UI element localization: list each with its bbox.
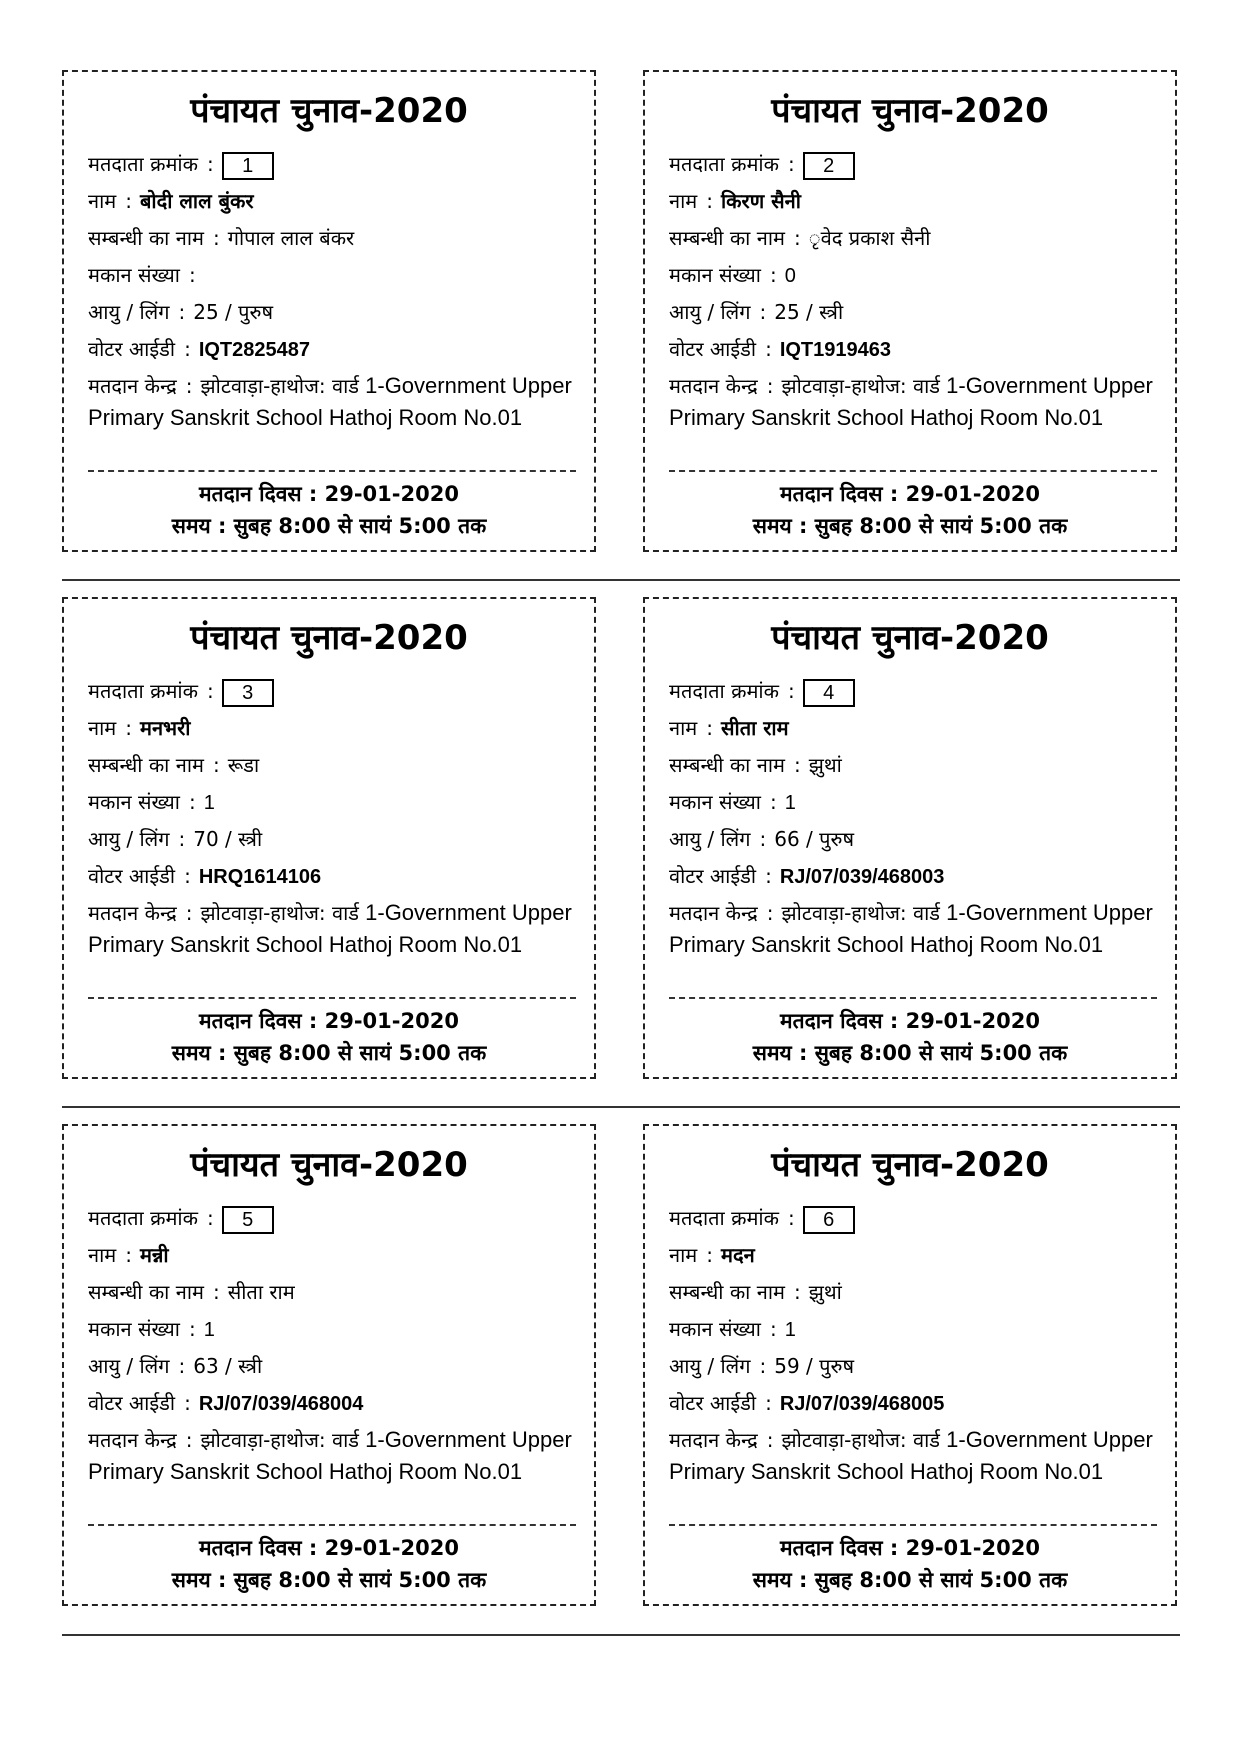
footer-divider [669,1524,1157,1526]
relative-name: गोपाल लाल बंकर [227,226,355,250]
serial-number: 3 [222,679,274,707]
relative-name: झुथां [808,1280,842,1304]
slip-title: पंचायत चुनाव-2020 [771,91,1049,131]
relative-name: ृवेद प्रकाश सैनी [808,226,931,250]
voter-name: मनभरी [140,716,191,740]
voter-slip [643,597,1177,1079]
house-number: 0 [784,265,796,287]
polling-centre: मतदान केन्द्र : झोटवाड़ा-हाथोज: वार्ड 1-Government Upper Primary Sanskrit School Hathoj Room No.01 [669,900,1153,957]
relative-row: सम्बन्धी का नाम : रूडा [88,753,260,777]
poll-date: मतदान दिवस : 29-01-2020 [780,482,1040,506]
row-divider-3 [62,1634,1180,1636]
house-number: 1 [784,792,796,814]
house-row: मकान संख्या : 0 [669,263,796,287]
relative-row: सम्बन्धी का नाम : ृवेद प्रकाश सैनी [669,226,931,250]
voter-id: IQT1919463 [779,339,892,361]
poll-time: समय : सुबह 8:00 से सायं 5:00 तक [171,1041,487,1065]
relative-row: सम्बन्धी का नाम : सीता राम [88,1280,295,1304]
poll-date: मतदान दिवस : 29-01-2020 [199,482,459,506]
age-gender: 25 / पुरुष [193,300,274,324]
serial-row: मतदाता क्रमांक : 1 [88,150,274,180]
age-gender-row: आयु / लिंग : 70 / स्त्री [88,827,263,851]
serial-number: 2 [803,152,855,180]
footer-divider [88,1524,576,1526]
serial-number: 6 [803,1206,855,1234]
poll-date: मतदान दिवस : 29-01-2020 [780,1536,1040,1560]
poll-date: मतदान दिवस : 29-01-2020 [199,1536,459,1560]
age-gender-row: आयु / लिंग : 59 / पुरुष [669,1354,855,1378]
name-row: नाम : मन्नी [88,1243,169,1267]
house-number: 1 [784,1319,796,1341]
relative-name: झुथां [808,753,842,777]
footer-divider [88,470,576,472]
polling-centre: मतदान केन्द्र : झोटवाड़ा-हाथोज: वार्ड 1-Government Upper Primary Sanskrit School Hathoj Room No.01 [669,373,1153,430]
polling-centre: मतदान केन्द्र : झोटवाड़ा-हाथोज: वार्ड 1-Government Upper Primary Sanskrit School Hathoj Room No.01 [669,1427,1153,1484]
serial-row: मतदाता क्रमांक : 6 [669,1204,855,1234]
poll-date: मतदान दिवस : 29-01-2020 [780,1009,1040,1033]
age-gender-row: आयु / लिंग : 25 / स्त्री [669,300,844,324]
age-gender: 66 / पुरुष [774,827,855,851]
serial-row: मतदाता क्रमांक : 2 [669,150,855,180]
name-row: नाम : सीता राम [669,716,789,740]
polling-centre: मतदान केन्द्र : झोटवाड़ा-हाथोज: वार्ड 1-Government Upper Primary Sanskrit School Hathoj Room No.01 [88,1427,572,1484]
polling-centre: मतदान केन्द्र : झोटवाड़ा-हाथोज: वार्ड 1-Government Upper Primary Sanskrit School Hathoj Room No.01 [88,900,572,957]
relative-name: रूडा [227,753,260,777]
serial-row: मतदाता क्रमांक : 3 [88,677,274,707]
serial-number: 4 [803,679,855,707]
voter-name: किरण सैनी [721,189,801,213]
voter-id-row: वोटर आईडी : RJ/07/039/468005 [669,1391,945,1415]
house-number: 1 [203,792,215,814]
house-number: 1 [203,1319,215,1341]
age-gender: 59 / पुरुष [774,1354,855,1378]
serial-number: 5 [222,1206,274,1234]
relative-row: सम्बन्धी का नाम : गोपाल लाल बंकर [88,226,355,250]
slip-title: पंचायत चुनाव-2020 [190,1145,468,1185]
age-gender-row: आयु / लिंग : 66 / पुरुष [669,827,855,851]
house-row: मकान संख्या : 1 [88,1317,215,1341]
poll-time: समय : सुबह 8:00 से सायं 5:00 तक [752,1568,1068,1592]
voter-name: मन्नी [140,1243,169,1267]
serial-row: मतदाता क्रमांक : 5 [88,1204,274,1234]
voter-slip [62,70,596,552]
voter-id-row: वोटर आईडी : RJ/07/039/468003 [669,864,945,888]
relative-row: सम्बन्धी का नाम : झुथां [669,1280,842,1304]
slip-title: पंचायत चुनाव-2020 [190,91,468,131]
voter-id-row: वोटर आईडी : HRQ1614106 [88,864,322,888]
age-gender-row: आयु / लिंग : 25 / पुरुष [88,300,274,324]
voter-id-row: वोटर आईडी : IQT1919463 [669,337,892,361]
name-row: नाम : बोदी लाल बुंकर [88,189,254,213]
voter-name: सीता राम [721,716,789,740]
house-row: मकान संख्या : [88,263,196,287]
age-gender: 25 / स्त्री [774,300,844,324]
poll-time: समय : सुबह 8:00 से सायं 5:00 तक [752,514,1068,538]
slip-title: पंचायत चुनाव-2020 [190,618,468,658]
footer-divider [88,997,576,999]
voter-name: मदन [721,1243,755,1267]
voter-slip [62,1124,596,1606]
name-row: नाम : किरण सैनी [669,189,801,213]
house-row: मकान संख्या : 1 [88,790,215,814]
poll-time: समय : सुबह 8:00 से सायं 5:00 तक [171,1568,487,1592]
house-row: मकान संख्या : 1 [669,790,796,814]
house-row: मकान संख्या : 1 [669,1317,796,1341]
footer-divider [669,997,1157,999]
voter-id: RJ/07/039/468003 [779,866,945,888]
voter-id: RJ/07/039/468004 [198,1393,364,1415]
serial-number: 1 [222,152,274,180]
row-divider-1 [62,579,1180,581]
footer-divider [669,470,1157,472]
voter-id-row: वोटर आईडी : RJ/07/039/468004 [88,1391,364,1415]
name-row: नाम : मनभरी [88,716,191,740]
voter-id: RJ/07/039/468005 [779,1393,945,1415]
age-gender-row: आयु / लिंग : 63 / स्त्री [88,1354,263,1378]
slip-title: पंचायत चुनाव-2020 [771,1145,1049,1185]
age-gender: 63 / स्त्री [193,1354,263,1378]
voter-slip [62,597,596,1079]
age-gender: 70 / स्त्री [193,827,263,851]
poll-date: मतदान दिवस : 29-01-2020 [199,1009,459,1033]
name-row: नाम : मदन [669,1243,755,1267]
voter-id: IQT2825487 [198,339,311,361]
voter-id-row: वोटर आईडी : IQT2825487 [88,337,311,361]
voter-name: बोदी लाल बुंकर [140,189,254,213]
polling-centre: मतदान केन्द्र : झोटवाड़ा-हाथोज: वार्ड 1-Government Upper Primary Sanskrit School Hathoj Room No.01 [88,373,572,430]
poll-time: समय : सुबह 8:00 से सायं 5:00 तक [171,514,487,538]
poll-time: समय : सुबह 8:00 से सायं 5:00 तक [752,1041,1068,1065]
slip-title: पंचायत चुनाव-2020 [771,618,1049,658]
voter-slip [643,1124,1177,1606]
row-divider-2 [62,1106,1180,1108]
relative-name: सीता राम [227,1280,295,1304]
relative-row: सम्बन्धी का नाम : झुथां [669,753,842,777]
serial-row: मतदाता क्रमांक : 4 [669,677,855,707]
voter-slip [643,70,1177,552]
voter-id: HRQ1614106 [198,866,322,888]
